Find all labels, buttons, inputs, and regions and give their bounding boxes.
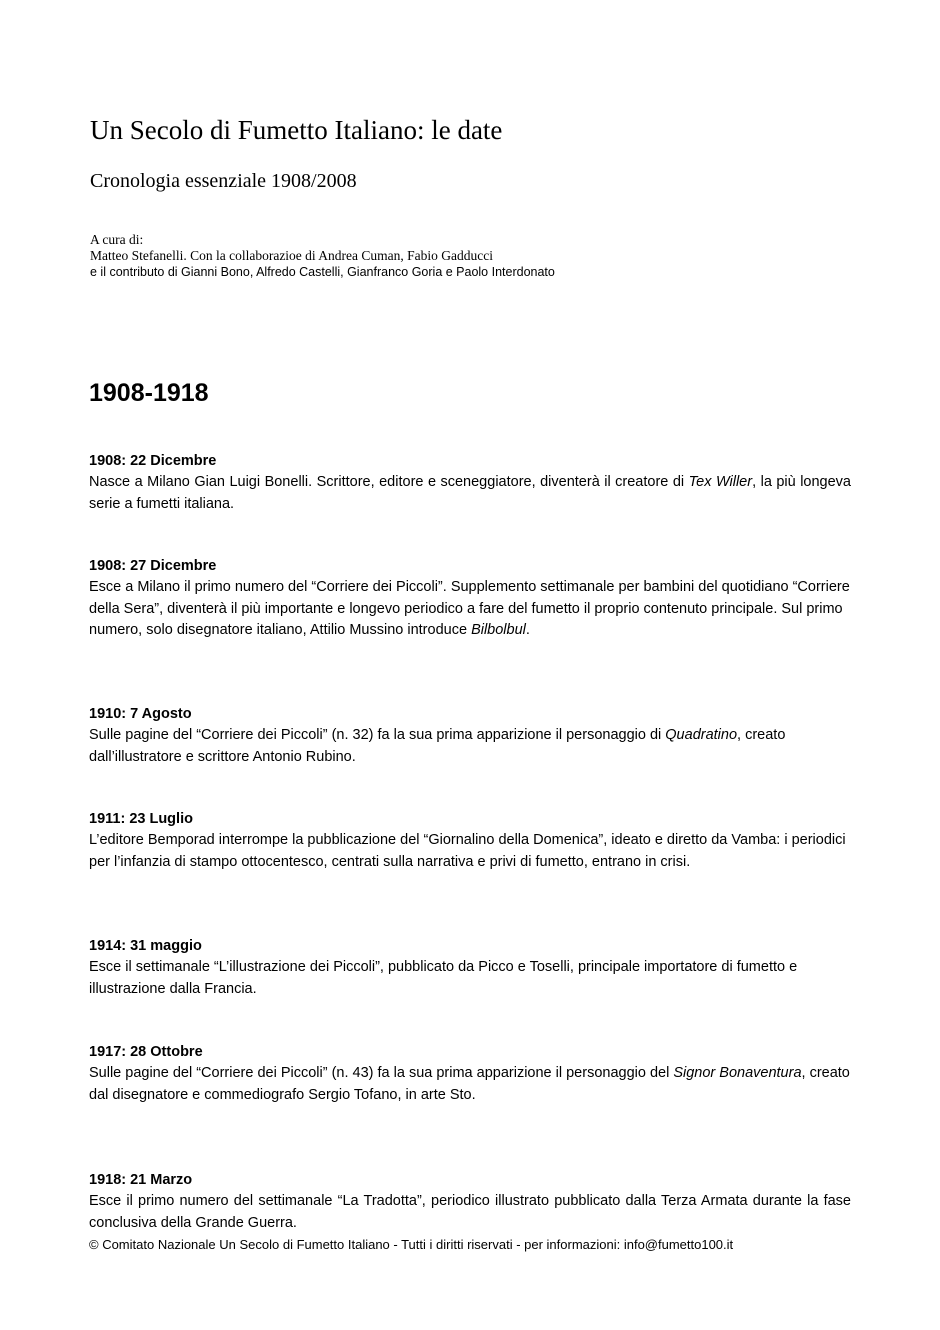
entry-text-part: , la più longeva serie a fumetti italiana.	[89, 474, 851, 512]
entry-date: 1918: 21 Marzo	[89, 1172, 193, 1188]
entry-text	[89, 577, 851, 641]
entry-text: L’editore Bemporad interrompe la pubblicazione del “Giornalino della Domenica”, ideato e diretto da Vamba: i periodici per l’infanzia di stampo ottocentesco, centrati sulla narrativa e privi di fumetto, entrano in crisi.	[89, 832, 846, 870]
timeline-entry	[89, 451, 851, 515]
timeline-entry	[89, 556, 851, 641]
timeline-entry	[89, 936, 851, 1000]
document-subtitle: Cronologia essenziale 1908/2008	[90, 170, 357, 192]
entry-date: 1917: 28 Ottobre	[89, 1044, 203, 1060]
entry-text: Esce il settimanale “L’illustrazione dei Piccoli”, pubblicato da Picco e Toselli, principale importatore di fumetto e illustrazione dalla Francia.	[89, 959, 798, 997]
timeline-entry	[89, 809, 851, 873]
entry-date: 1910: 7 Agosto	[89, 706, 192, 722]
entry-text-part: .	[525, 621, 530, 638]
entry-date: 1914: 31 maggio	[89, 938, 202, 954]
entry-text	[89, 472, 851, 515]
entry-text-part: Nasce a Milano Gian Luigi Bonelli. Scrittore, editore e sceneggiatore, diventerà il creatore di	[89, 474, 689, 491]
entry-text-part: Esce a Milano il primo numero del “Corriere dei Piccoli”. Supplemento settimanale per bambini del quotidiano “Corriere della Sera”, diventerà il più importante e longevo periodico a fare del fumetto il proprio contenuto principale. Sul primo numero, solo disegnatore italiano, Attilio Mussino introduce	[89, 579, 850, 638]
entry-text-part: Sulle pagine del “Corriere dei Piccoli” (n. 32) fa la sua prima apparizione il personaggio di	[89, 727, 666, 744]
entry-text-part: , creato dal disegnatore e commediografo Sergio Tofano, in arte Sto.	[89, 1065, 850, 1103]
credits-authors: Matteo Stefanelli. Con la collaborazioe di Andrea Cuman, Fabio Gadducci	[90, 248, 494, 263]
credits-label: A cura di:	[90, 232, 144, 247]
entry-date: 1911: 23 Luglio	[89, 811, 193, 827]
credits-contributors: e il contributo di Gianni Bono, Alfredo Castelli, Gianfranco Goria e Paolo Interdonato	[90, 265, 555, 279]
credits-block	[90, 232, 555, 280]
page-footer: © Comitato Nazionale Un Secolo di Fumetto Italiano - Tutti i diritti riservati - per informazioni: info@fumetto100.it	[89, 1237, 734, 1252]
entry-italic-title: Quadratino	[665, 727, 738, 744]
timeline-entry	[89, 1170, 851, 1234]
entry-date: 1908: 22 Dicembre	[89, 453, 217, 469]
timeline-entry	[89, 1042, 851, 1106]
document-title: Un Secolo di Fumetto Italiano: le date	[90, 115, 503, 145]
entry-date: 1908: 27 Dicembre	[89, 558, 217, 574]
entry-text: Esce il primo numero del settimanale “La Tradotta”, periodico illustrato pubblicato dalla Terza Armata durante la fase conclusiva della Grande Guerra.	[89, 1193, 851, 1231]
entry-text	[89, 1063, 851, 1106]
entry-italic-title: Tex Willer	[688, 474, 753, 491]
entry-text	[89, 725, 851, 768]
timeline-entry	[89, 704, 851, 768]
section-heading: 1908-1918	[89, 379, 209, 407]
entry-italic-title: Bilbolbul	[471, 621, 526, 638]
entry-italic-title: Signor Bonaventura	[673, 1065, 802, 1082]
entry-text-part: Sulle pagine del “Corriere dei Piccoli” (n. 43) fa la sua prima apparizione il personaggio del	[89, 1065, 674, 1082]
entry-text-part: , creato dall’illustratore e scrittore Antonio Rubino.	[89, 727, 786, 765]
